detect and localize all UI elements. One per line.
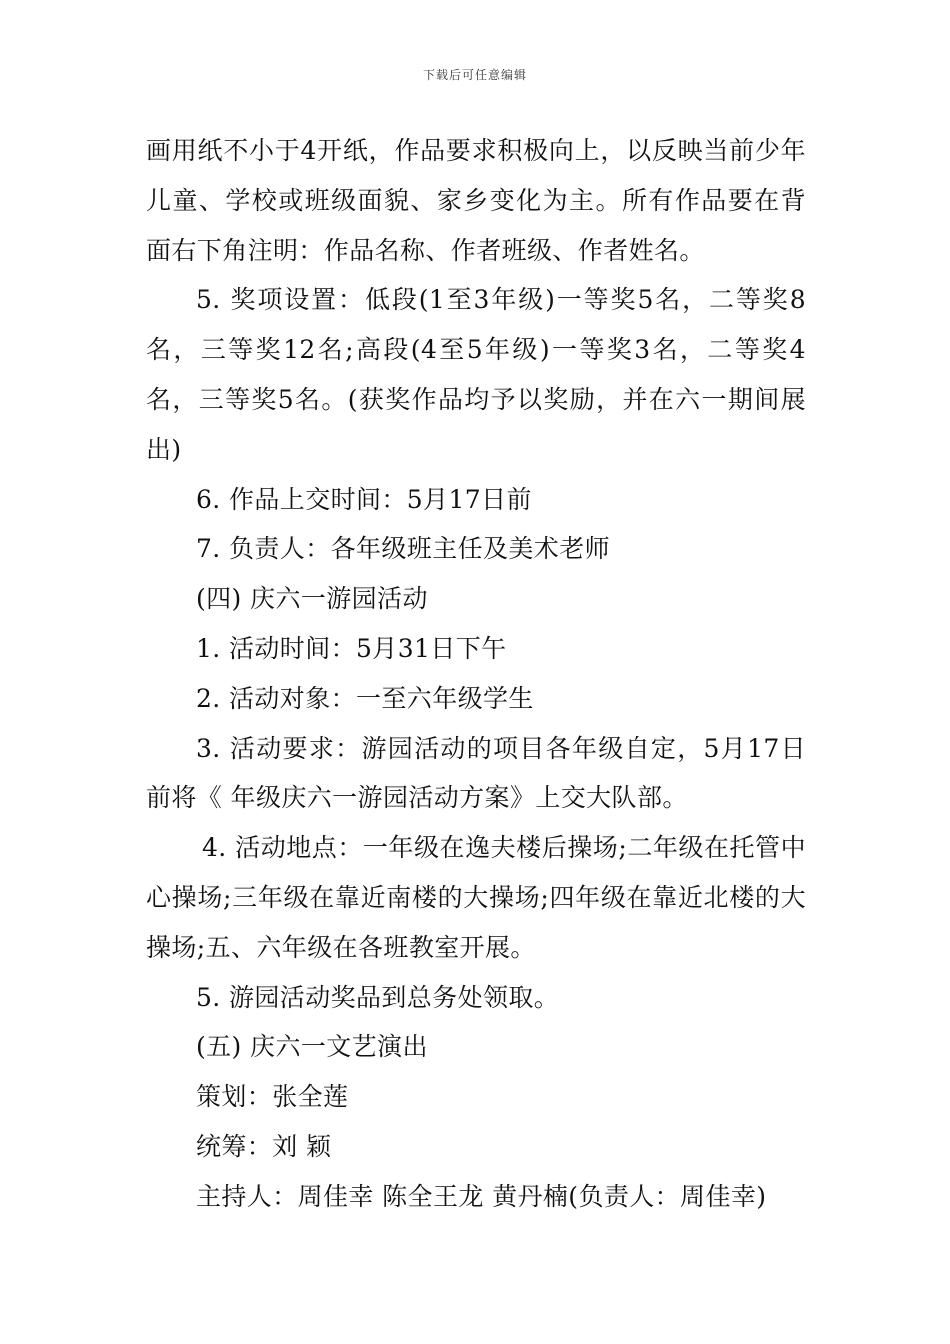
paragraph-prize-collection: 5. 游园活动奖品到总务处领取。 xyxy=(196,982,560,1012)
document-body xyxy=(146,126,806,1222)
paragraph-activity-requirements: 3. 活动要求：游园活动的项目各年级自定，5月17日前将《 年级庆六一游园活动方案》上交大队部。 xyxy=(146,733,806,813)
paragraph-activity-participants: 2. 活动对象：一至六年级学生 xyxy=(196,683,534,713)
section-heading-performance: (五) 庆六一文艺演出 xyxy=(196,1032,428,1062)
paragraph-planner: 策划：张全莲 xyxy=(196,1082,349,1112)
paragraph-activity-locations: 4. 活动地点：一年级在逸夫楼后操场;二年级在托管中心操场;三年级在靠近南楼的大操场;四年级在靠近北楼的大操场;五、六年级在各班教室开展。 xyxy=(146,833,806,962)
paragraph-submission-deadline: 6. 作品上交时间：5月17日前 xyxy=(196,484,532,514)
paragraph-award-settings: 5. 奖项设置：低段(1至3年级)一等奖5名，二等奖8名，三等奖12名;高段(4至5年级)一等奖3名，二等奖4名，三等奖5名。(获奖作品均予以奖励，并在六一期间展出) xyxy=(146,285,806,464)
paragraph-person-in-charge: 7. 负责人：各年级班主任及美术老师 xyxy=(196,534,611,564)
paragraph-drawing-paper-requirements: 画用纸不小于4开纸，作品要求积极向上，以反映当前少年儿童、学校或班级面貌、家乡变化为主。所有作品要在背面右下角注明：作品名称、作者班级、作者姓名。 xyxy=(146,136,806,265)
paragraph-coordinator: 统筹：刘 颖 xyxy=(196,1131,332,1161)
section-heading-garden-party: (四) 庆六一游园活动 xyxy=(196,584,428,614)
paragraph-hosts: 主持人：周佳幸 陈全王龙 黄丹楠(负责人：周佳幸) xyxy=(196,1181,767,1211)
page-header-note: 下载后可任意编辑 xyxy=(422,68,527,82)
paragraph-activity-time: 1. 活动时间：5月31日下午 xyxy=(196,633,507,663)
